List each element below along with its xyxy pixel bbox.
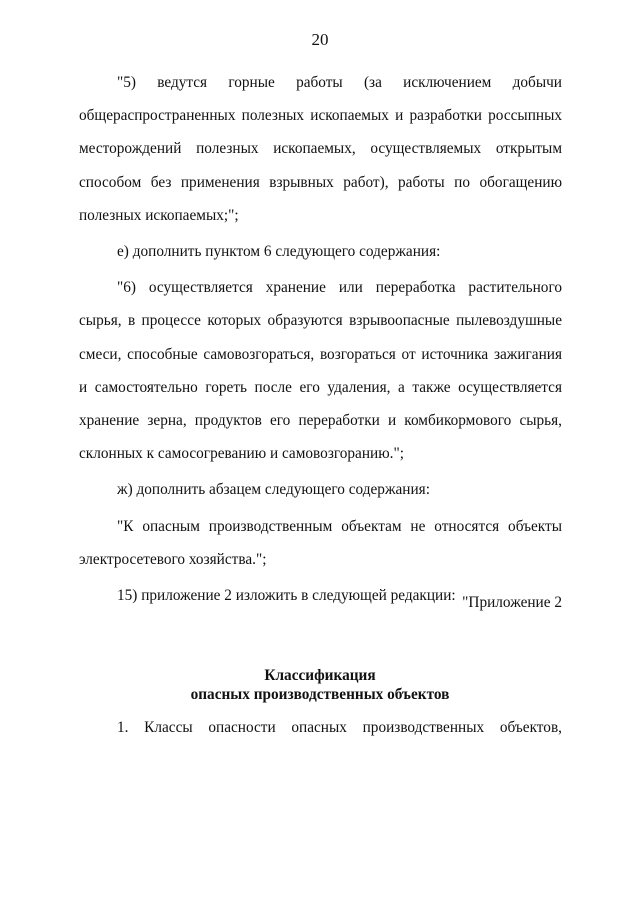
page-number: 20 (311, 30, 329, 49)
paragraph-item-5: "5) ведутся горные работы (за исключением добычи общераспространенных полезных ископаемых и разработки россыпных месторождений полезных ископаемых, осуществляемых открытым способом без применения взрывных работ), работы по обогащению полезных ископаемых;"; (79, 74, 562, 224)
section-title (0, 666, 640, 704)
paragraph-item-6: "6) осуществляется хранение или переработка растительного сырья, в процессе которых образуются взрывоопасные пылевоздушные смеси, способные самовозгораться, возгораться от источника зажигания и самостоятельно гореть после его удаления, а также осуществляется хранение зерна, продуктов его переработки и комбикормового сырья, склонных к самосогреванию и самовозгоранию."; (79, 279, 562, 463)
classes-paragraph: 1. Классы опасности опасных производственных объектов, (117, 719, 562, 736)
appendix-label: "Приложение 2 (462, 594, 562, 611)
section-title-line-2: опасных производственных объектов (190, 686, 450, 703)
section-title-line-1: Классификация (264, 667, 376, 684)
paragraph-amend-e: е) дополнить пунктом 6 следующего содержания: (117, 243, 441, 261)
body-text (79, 66, 562, 612)
paragraph-amend-15: 15) приложение 2 изложить в следующей редакции: (117, 587, 456, 605)
paragraph-exclusion: "К опасным производственным объектам не относятся объекты электросетевого хозяйства."; (79, 517, 562, 568)
paragraph-amend-zh: ж) дополнить абзацем следующего содержания: (117, 481, 430, 499)
